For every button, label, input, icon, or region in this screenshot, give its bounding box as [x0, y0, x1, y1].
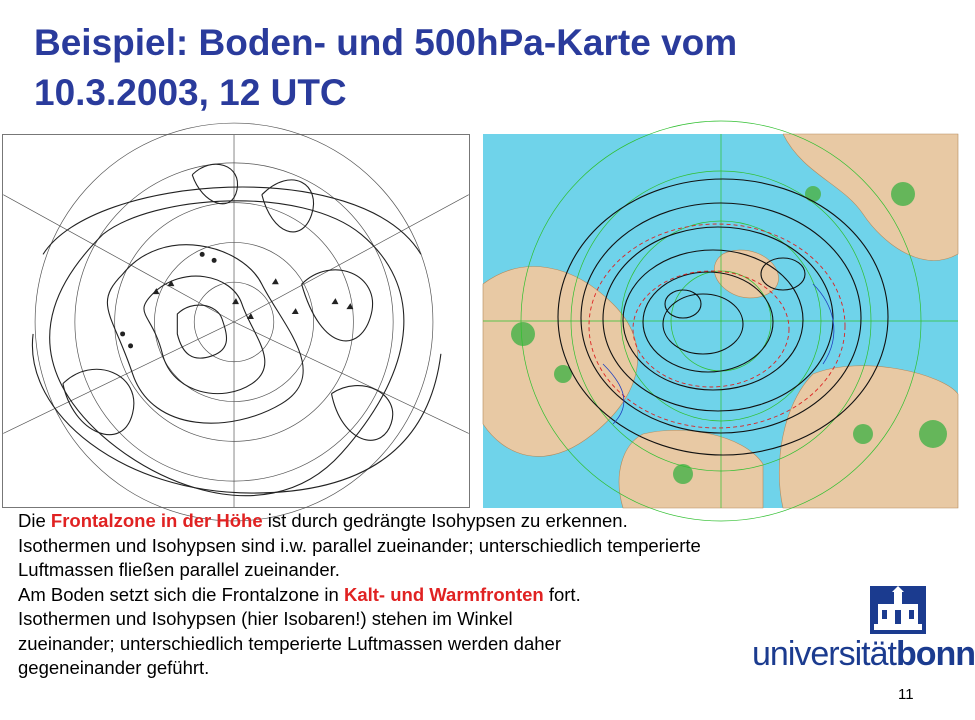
caption-text-fragment: Am Boden setzt sich die Frontalzone in — [18, 583, 344, 605]
highlight-fronts: Kalt- und Warmfronten — [343, 583, 544, 605]
caption-line-3: Luftmassen fließen parallel zueinander. — [18, 559, 340, 580]
university-wordmark — [752, 636, 975, 672]
caption-line-6: zueinander; unterschiedlich temperierte Luftmassen werden daher — [18, 632, 561, 654]
surface-map-image — [2, 134, 470, 508]
caption-text-fragment: fort. — [543, 583, 581, 605]
university-crest-icon — [870, 586, 926, 634]
upper-air-map-drawing — [483, 134, 958, 508]
caption-text-fragment: ist durch gedrängte Isohypsen zu erkennen. — [262, 510, 628, 531]
caption-text-fragment: Die — [18, 510, 51, 531]
page-number: 11 — [898, 686, 914, 703]
wordmark-light: universität — [752, 635, 896, 673]
slide-title — [34, 18, 934, 118]
upper-air-map-image — [483, 134, 958, 508]
caption-line-2: Isothermen und Isohypsen sind i.w. parallel zueinander; unterschiedlich temperierte — [18, 534, 701, 556]
caption-line-5: Isothermen und Isohypsen (hier Isobaren!) stehen im Winkel — [18, 608, 513, 629]
wordmark-bold: bonn — [895, 635, 975, 673]
university-logo — [752, 586, 975, 676]
caption-line-1 — [18, 509, 918, 534]
caption-line-7: gegeneinander geführt. — [18, 657, 210, 678]
highlight-frontal-zone: Frontalzone in der Höhe — [50, 510, 263, 531]
title-line-2: 10.3.2003, 12 UTC — [34, 72, 347, 113]
title-line-1: Beispiel: Boden- und 500hPa-Karte vom — [34, 22, 738, 63]
surface-map-drawing — [3, 135, 469, 507]
